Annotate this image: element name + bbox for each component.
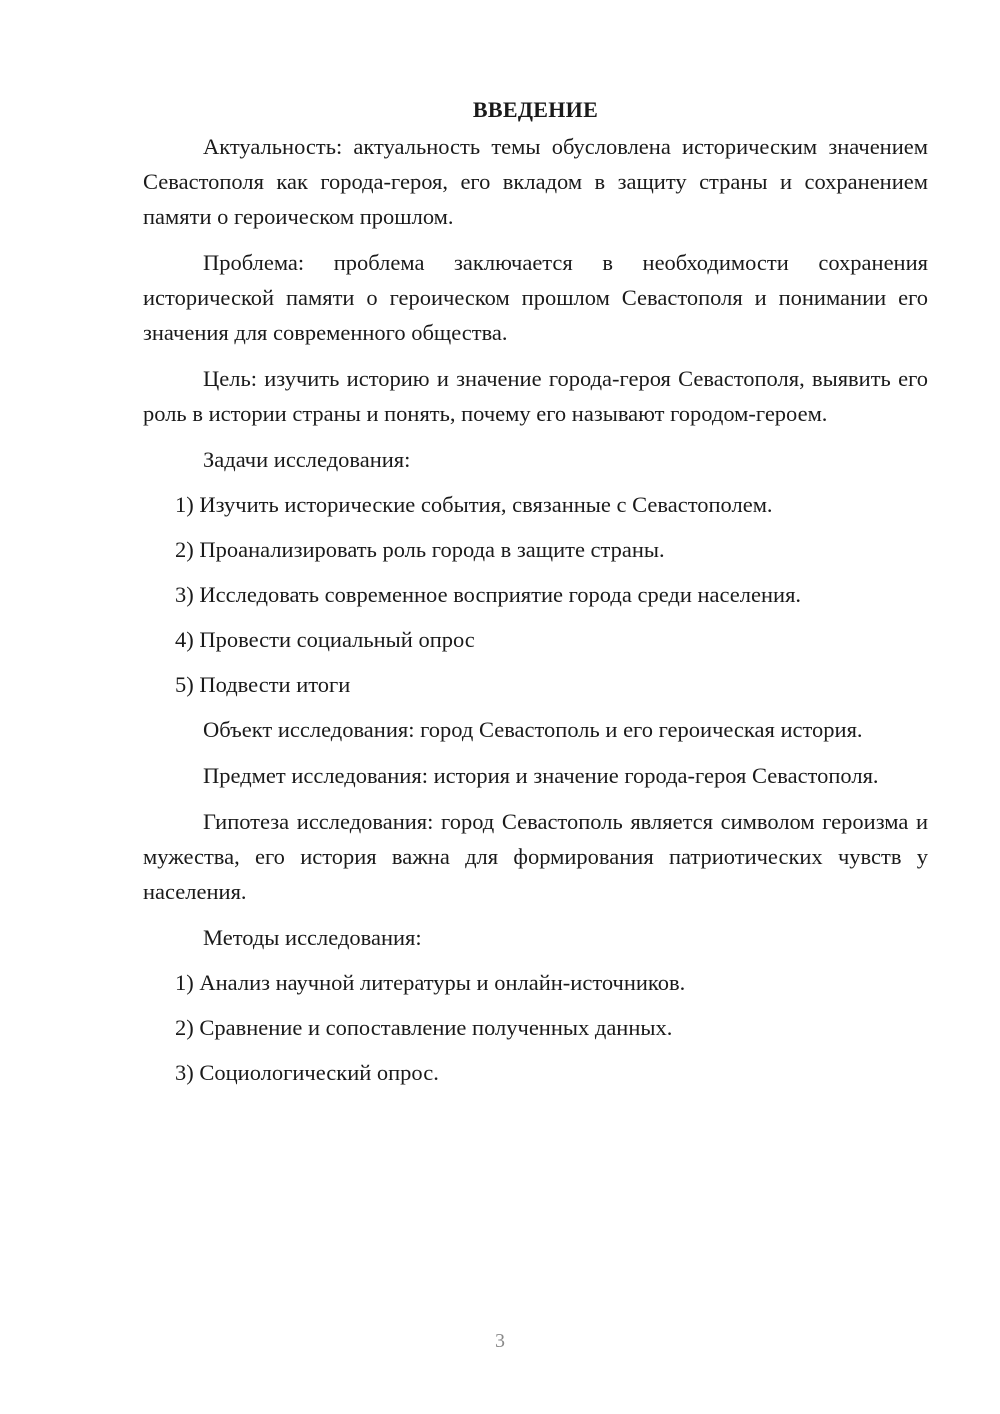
hypothesis-paragraph: Гипотеза исследования: город Севастополь является символом героизма и мужества, его история важна для формирования патриотических чувств у населения. xyxy=(143,809,928,904)
tasks-label: Задачи исследования: xyxy=(203,447,411,472)
method-item: 2) Сравнение и сопоставление полученных данных. xyxy=(175,1015,673,1040)
goal-paragraph: Цель: изучить историю и значение города-героя Севастополя, выявить его роль в истории страны и понять, почему его называют городом-героем. xyxy=(143,366,928,426)
page-title: ВВЕДЕНИЕ xyxy=(472,97,599,122)
method-item: 1) Анализ научной литературы и онлайн-источников. xyxy=(175,970,686,995)
task-item: 4) Провести социальный опрос xyxy=(175,627,475,652)
methods-label: Методы исследования: xyxy=(203,925,422,950)
task-item: 3) Исследовать современное восприятие города среди населения. xyxy=(175,582,802,607)
method-item: 3) Социологический опрос. xyxy=(175,1060,439,1085)
object-paragraph: Объект исследования: город Севастополь и его героическая история. xyxy=(203,717,863,742)
task-item: 2) Проанализировать роль города в защите страны. xyxy=(175,537,665,562)
relevance-paragraph: Актуальность: актуальность темы обусловлена историческим значением Севастополя как города-героя, его вкладом в защиту страны и сохранением памяти о героическом прошлом. xyxy=(143,134,928,229)
document-page xyxy=(143,92,928,1100)
methods-list xyxy=(143,965,928,1090)
problem-paragraph: Проблема: проблема заключается в необходимости сохранения исторической памяти о героическом прошлом Севастополя и понимании его значения для современного общества. xyxy=(143,250,928,345)
page-number: 3 xyxy=(495,1330,505,1352)
subject-paragraph: Предмет исследования: история и значение города-героя Севастополя. xyxy=(203,763,879,788)
task-item: 5) Подвести итоги xyxy=(175,672,351,697)
tasks-list xyxy=(143,487,928,702)
task-item: 1) Изучить исторические события, связанные с Севастополем. xyxy=(175,492,773,517)
